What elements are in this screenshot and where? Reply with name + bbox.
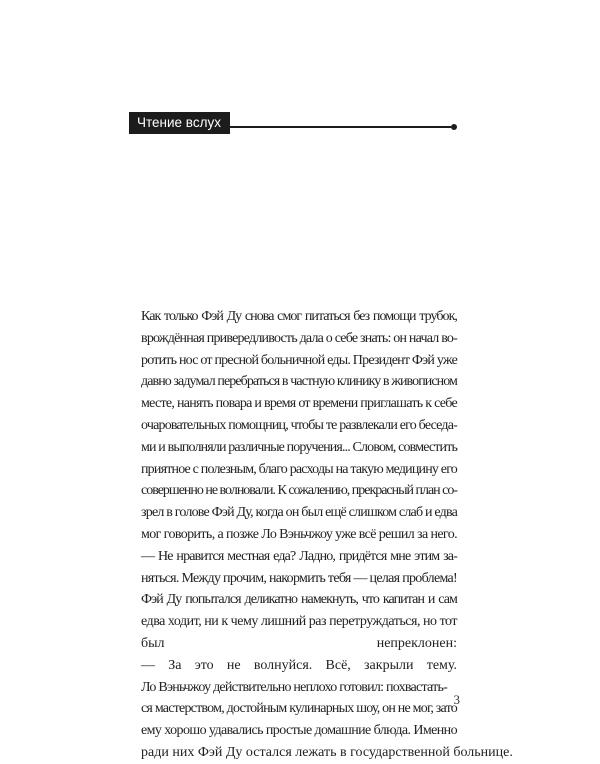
text-line: месте, нанять повара и время от времени приглашать к себе xyxy=(141,396,457,412)
text-line: давно задумал перебраться в частную клинику в живописном xyxy=(141,374,457,390)
text-line: Ло Вэньчжоу действительно неплохо готовил: похвастать- xyxy=(141,679,447,695)
text-line: ради них Фэй Ду остался лежать в государственной больнице. xyxy=(141,744,513,760)
text-line: Фэй Ду попытался деликатно намекнуть, что капитан и сам xyxy=(141,592,457,608)
text-line: совершенно не волновали. К сожалению, прекрасный план со- xyxy=(141,483,457,499)
text-line: Как только Фэй Ду снова смог питаться без помощи трубок, xyxy=(141,309,457,324)
header-rule xyxy=(221,126,451,128)
text-line: ми и выполняли различные поручения... Словом, совместить xyxy=(141,439,457,455)
header-rule-dot xyxy=(451,124,457,130)
paragraph xyxy=(131,589,457,654)
text-line: ротить нос от пресной больничной еды. Президент Фэй уже xyxy=(141,352,457,368)
page-number: 3 xyxy=(453,692,460,707)
text-line: мог говорить, а позже Ло Вэньчжоу уже всё решил за него. xyxy=(141,526,457,542)
text-line: — За это не волнуйся. Всё, закрыли тему. xyxy=(141,657,457,673)
running-header xyxy=(129,112,457,134)
paragraph xyxy=(131,546,457,590)
text-line: врождённая привередливость дала о себе знать: он начал во- xyxy=(141,330,458,346)
text-line: няться. Между прочим, накормить тебя — целая проблема! xyxy=(141,570,457,586)
body-text xyxy=(131,306,513,764)
text-line: очаровательных помощниц, чтобы те развлекали его беседа- xyxy=(141,417,457,433)
text-line: ся мастерством, достойным кулинарных шоу, он не мог, зато xyxy=(141,701,457,717)
text-line: зрел в голове Фэй Ду, когда он был ещё слишком слаб и едва xyxy=(141,505,457,521)
text-line: едва ходит, ни к чему лишний раз перетруждаться, но тот xyxy=(141,614,457,630)
text-line: приятное с полезным, благо расходы на такую медицину его xyxy=(141,461,457,477)
paragraph xyxy=(131,677,513,764)
paragraph xyxy=(131,655,457,677)
text-line: ему хорошо удавались простые домашние блюда. Именно xyxy=(141,723,458,739)
paragraph xyxy=(131,306,457,546)
text-line: — Не нравится местная еда? Ладно, придётся мне этим за- xyxy=(141,548,457,564)
section-title: Чтение вслух xyxy=(129,112,230,134)
text-line: был непреклонен: xyxy=(141,635,457,651)
